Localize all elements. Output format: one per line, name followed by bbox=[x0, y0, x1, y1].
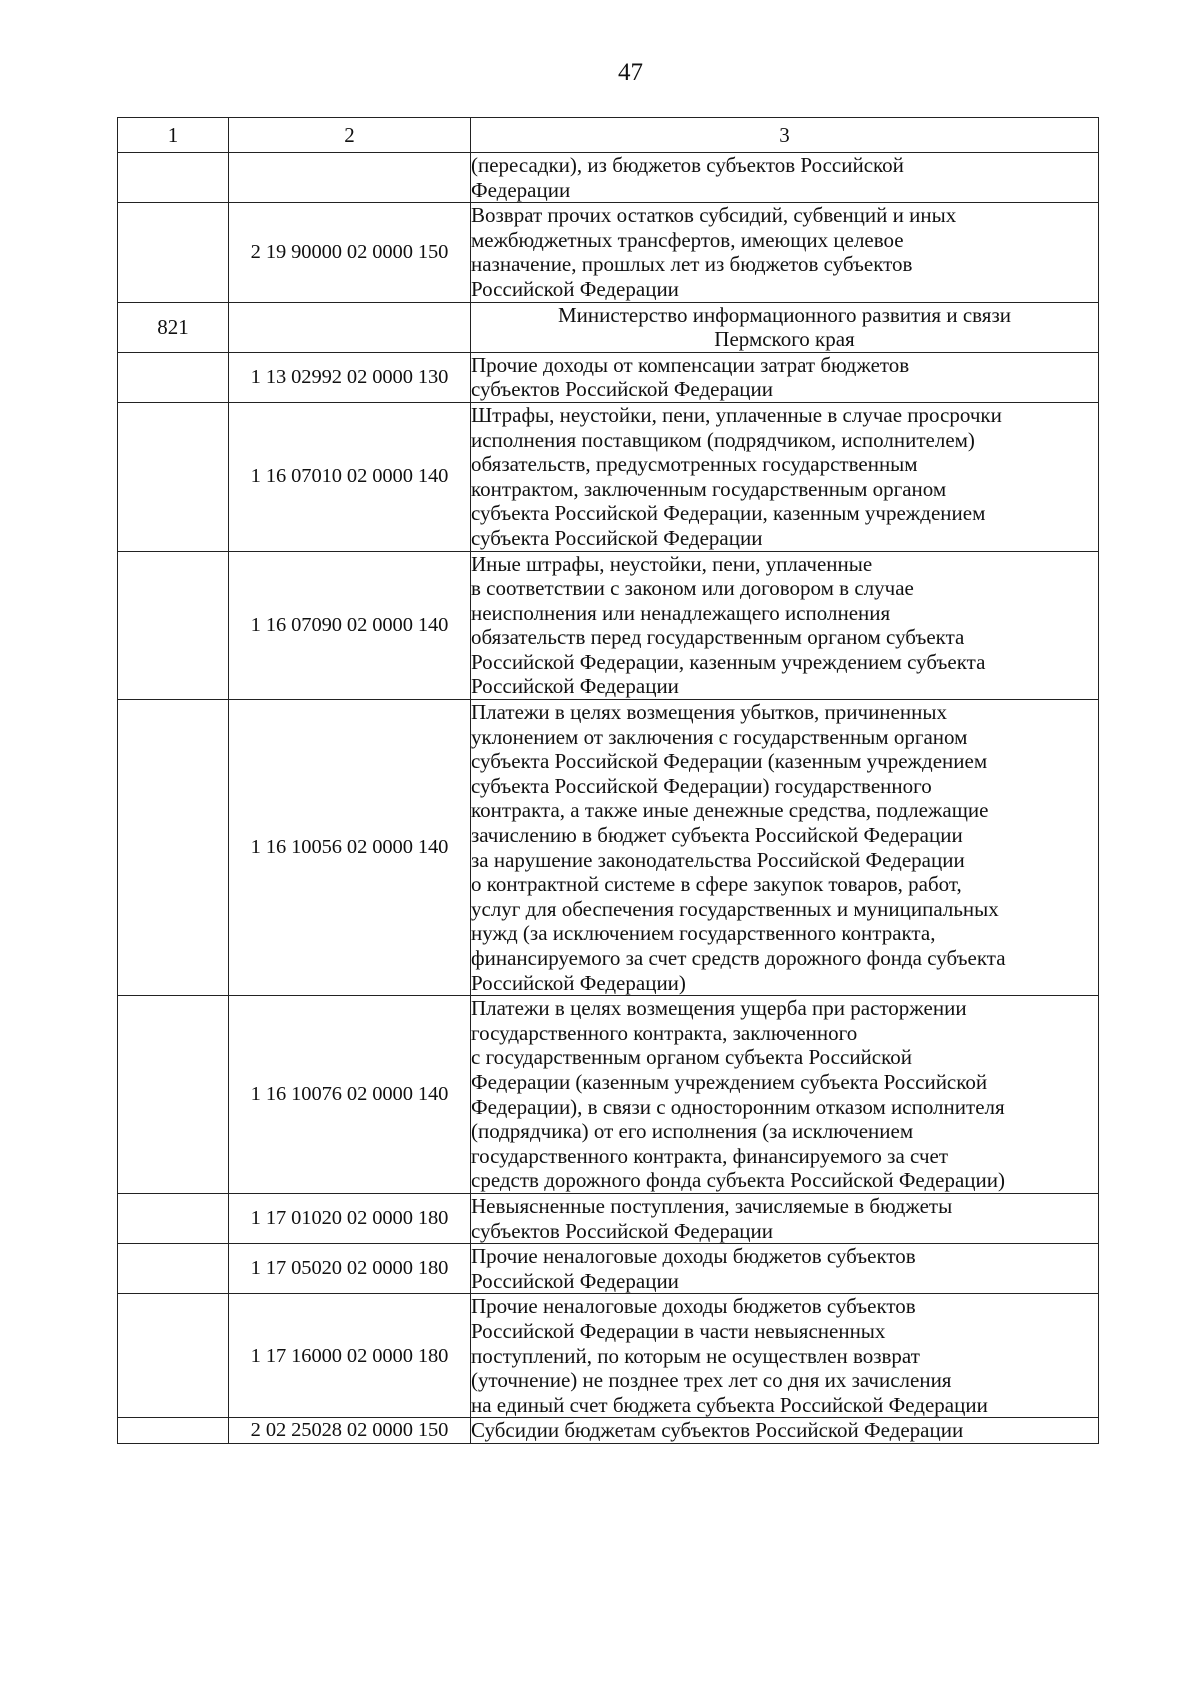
description-line: поступлений, по которым не осуществлен возврат bbox=[471, 1343, 920, 1368]
description-line: субъекта Российской Федерации (казенным учреждением bbox=[471, 749, 988, 774]
description-line: Возврат прочих остатков субсидий, субвенций и иных bbox=[471, 203, 957, 228]
admin-code-cell bbox=[118, 996, 229, 1194]
description-line: назначение, прошлых лет из бюджетов субъектов bbox=[471, 252, 913, 277]
admin-code-cell bbox=[118, 1193, 229, 1243]
table-body bbox=[118, 118, 1099, 1444]
income-code-cell: 1 16 07090 02 0000 140 bbox=[229, 551, 471, 700]
description-line: Субсидии бюджетам субъектов Российской Федерации bbox=[471, 1418, 964, 1443]
description-line: Российской Федерации bbox=[471, 674, 679, 699]
description-cell bbox=[471, 352, 1099, 402]
description-cell bbox=[471, 153, 1099, 203]
description-line: контрактом, заключенным государственным органом bbox=[471, 476, 947, 501]
description-cell bbox=[471, 402, 1099, 551]
description-line: услуг для обеспечения государственных и муниципальных bbox=[471, 896, 999, 921]
description-line: Прочие доходы от компенсации затрат бюджетов bbox=[471, 352, 910, 377]
income-code-cell: 1 16 07010 02 0000 140 bbox=[229, 402, 471, 551]
description-line: в соответствии с законом или договором в случае bbox=[471, 576, 914, 601]
income-code-cell: 1 17 16000 02 0000 180 bbox=[229, 1294, 471, 1418]
admin-code-cell bbox=[118, 402, 229, 551]
description-line: Платежи в целях возмещения ущерба при расторжении bbox=[471, 996, 967, 1021]
table-row bbox=[118, 352, 1099, 402]
header-cell-2: 2 bbox=[229, 118, 471, 153]
income-code-cell: 1 13 02992 02 0000 130 bbox=[229, 352, 471, 402]
description-line: межбюджетных трансфертов, имеющих целевое bbox=[471, 227, 904, 252]
description-line: Иные штрафы, неустойки, пени, уплаченные bbox=[471, 551, 873, 576]
description-line: Платежи в целях возмещения убытков, причиненных bbox=[471, 700, 947, 725]
income-code-cell bbox=[229, 302, 471, 352]
description-cell bbox=[471, 551, 1099, 700]
description-line: Невыясненные поступления, зачисляемые в бюджеты bbox=[471, 1193, 953, 1218]
description-line: исполнения поставщиком (подрядчиком, исполнителем) bbox=[471, 427, 975, 452]
description-line: субъекта Российской Федерации, казенным учреждением bbox=[471, 501, 986, 526]
description-cell bbox=[471, 1193, 1099, 1243]
description-cell bbox=[471, 1294, 1099, 1418]
description-line: уклонением от заключения с государственным органом bbox=[471, 724, 968, 749]
description-line: средств дорожного фонда субъекта Российской Федерации) bbox=[471, 1168, 1006, 1193]
description-line: Российской Федерации bbox=[471, 1268, 679, 1293]
table-row bbox=[118, 700, 1099, 996]
description-line: о контрактной системе в сфере закупок товаров, работ, bbox=[471, 872, 962, 897]
income-code-cell bbox=[229, 153, 471, 203]
description-line: Российской Федерации в части невыясненных bbox=[471, 1318, 886, 1343]
table-row bbox=[118, 402, 1099, 551]
description-cell bbox=[471, 1244, 1099, 1294]
description-line: государственного контракта, финансируемого за счет bbox=[471, 1143, 949, 1168]
description-line: Федерации bbox=[471, 177, 571, 202]
description-line: Российской Федерации bbox=[471, 276, 679, 301]
description-line: за нарушение законодательства Российской Федерации bbox=[471, 847, 965, 872]
admin-code-cell bbox=[118, 700, 229, 996]
description-line: (подрядчика) от его исполнения (за исключением bbox=[471, 1119, 914, 1144]
admin-code-cell bbox=[118, 1418, 229, 1444]
income-code-cell: 1 17 01020 02 0000 180 bbox=[229, 1193, 471, 1243]
description-cell bbox=[471, 203, 1099, 302]
description-line: контракта, а также иные денежные средства, подлежащие bbox=[471, 798, 989, 823]
admin-code-cell bbox=[118, 153, 229, 203]
header-cell-3: 3 bbox=[471, 118, 1099, 153]
income-code-cell: 2 02 25028 02 0000 150 bbox=[229, 1418, 471, 1444]
description-line: зачислению в бюджет субъекта Российской Федерации bbox=[471, 823, 963, 848]
description-line: на единый счет бюджета субъекта Российской Федерации bbox=[471, 1392, 988, 1417]
description-line: нужд (за исключением государственного контракта, bbox=[471, 921, 936, 946]
admin-code-cell bbox=[118, 1244, 229, 1294]
table-row bbox=[118, 1244, 1099, 1294]
header-cell-1: 1 bbox=[118, 118, 229, 153]
description-line: неисполнения или ненадлежащего исполнения bbox=[471, 600, 891, 625]
admin-code-cell: 821 bbox=[118, 302, 229, 352]
table-row bbox=[118, 1418, 1099, 1444]
income-code-cell: 1 16 10076 02 0000 140 bbox=[229, 996, 471, 1194]
description-line: субъекта Российской Федерации) государственного bbox=[471, 773, 932, 798]
table-row bbox=[118, 203, 1099, 302]
description-cell bbox=[471, 700, 1099, 996]
description-line: (пересадки), из бюджетов субъектов Российской bbox=[471, 153, 904, 177]
description-line: Российской Федерации) bbox=[471, 970, 686, 995]
description-line: (уточнение) не позднее трех лет со дня их зачисления bbox=[471, 1368, 952, 1393]
description-line: субъекта Российской Федерации bbox=[471, 525, 763, 550]
description-line: с государственным органом субъекта Российской bbox=[471, 1045, 912, 1070]
table-row bbox=[118, 1193, 1099, 1243]
table-row bbox=[118, 996, 1099, 1194]
admin-code-cell bbox=[118, 203, 229, 302]
description-line: обязательств, предусмотренных государственным bbox=[471, 452, 918, 477]
description-cell bbox=[471, 302, 1099, 352]
description-line: государственного контракта, заключенного bbox=[471, 1020, 858, 1045]
description-cell bbox=[471, 1418, 1099, 1444]
income-code-cell: 1 16 10056 02 0000 140 bbox=[229, 700, 471, 996]
description-line: Прочие неналоговые доходы бюджетов субъектов bbox=[471, 1244, 916, 1269]
description-line: Штрафы, неустойки, пени, уплаченные в случае просрочки bbox=[471, 402, 1002, 427]
page-number: 47 bbox=[618, 59, 643, 86]
description-line: субъектов Российской Федерации bbox=[471, 1218, 774, 1243]
table-row bbox=[118, 1294, 1099, 1418]
description-line: Федерации (казенным учреждением субъекта Российской bbox=[471, 1069, 988, 1094]
description-line: Министерство информационного развития и связи bbox=[558, 302, 1011, 327]
table-row bbox=[118, 551, 1099, 700]
description-line: Федерации), в связи с односторонним отказом исполнителя bbox=[471, 1094, 1005, 1119]
description-line: Прочие неналоговые доходы бюджетов субъектов bbox=[471, 1294, 916, 1319]
description-cell bbox=[471, 996, 1099, 1194]
admin-code-cell bbox=[118, 1294, 229, 1418]
table-row bbox=[118, 302, 1099, 352]
budget-classification-table bbox=[117, 117, 1099, 1444]
description-line: субъектов Российской Федерации bbox=[471, 377, 774, 402]
income-code-cell: 1 17 05020 02 0000 180 bbox=[229, 1244, 471, 1294]
description-line: обязательств перед государственным органом субъекта bbox=[471, 625, 965, 650]
description-line: финансируемого за счет средств дорожного фонда субъекта bbox=[471, 946, 1006, 970]
description-line: Российской Федерации, казенным учреждением субъекта bbox=[471, 649, 986, 674]
income-code-cell: 2 19 90000 02 0000 150 bbox=[229, 203, 471, 302]
admin-code-cell bbox=[118, 551, 229, 700]
description-line: Пермского края bbox=[714, 327, 855, 352]
table-header-row bbox=[118, 118, 1099, 153]
table-row bbox=[118, 153, 1099, 203]
admin-code-cell bbox=[118, 352, 229, 402]
